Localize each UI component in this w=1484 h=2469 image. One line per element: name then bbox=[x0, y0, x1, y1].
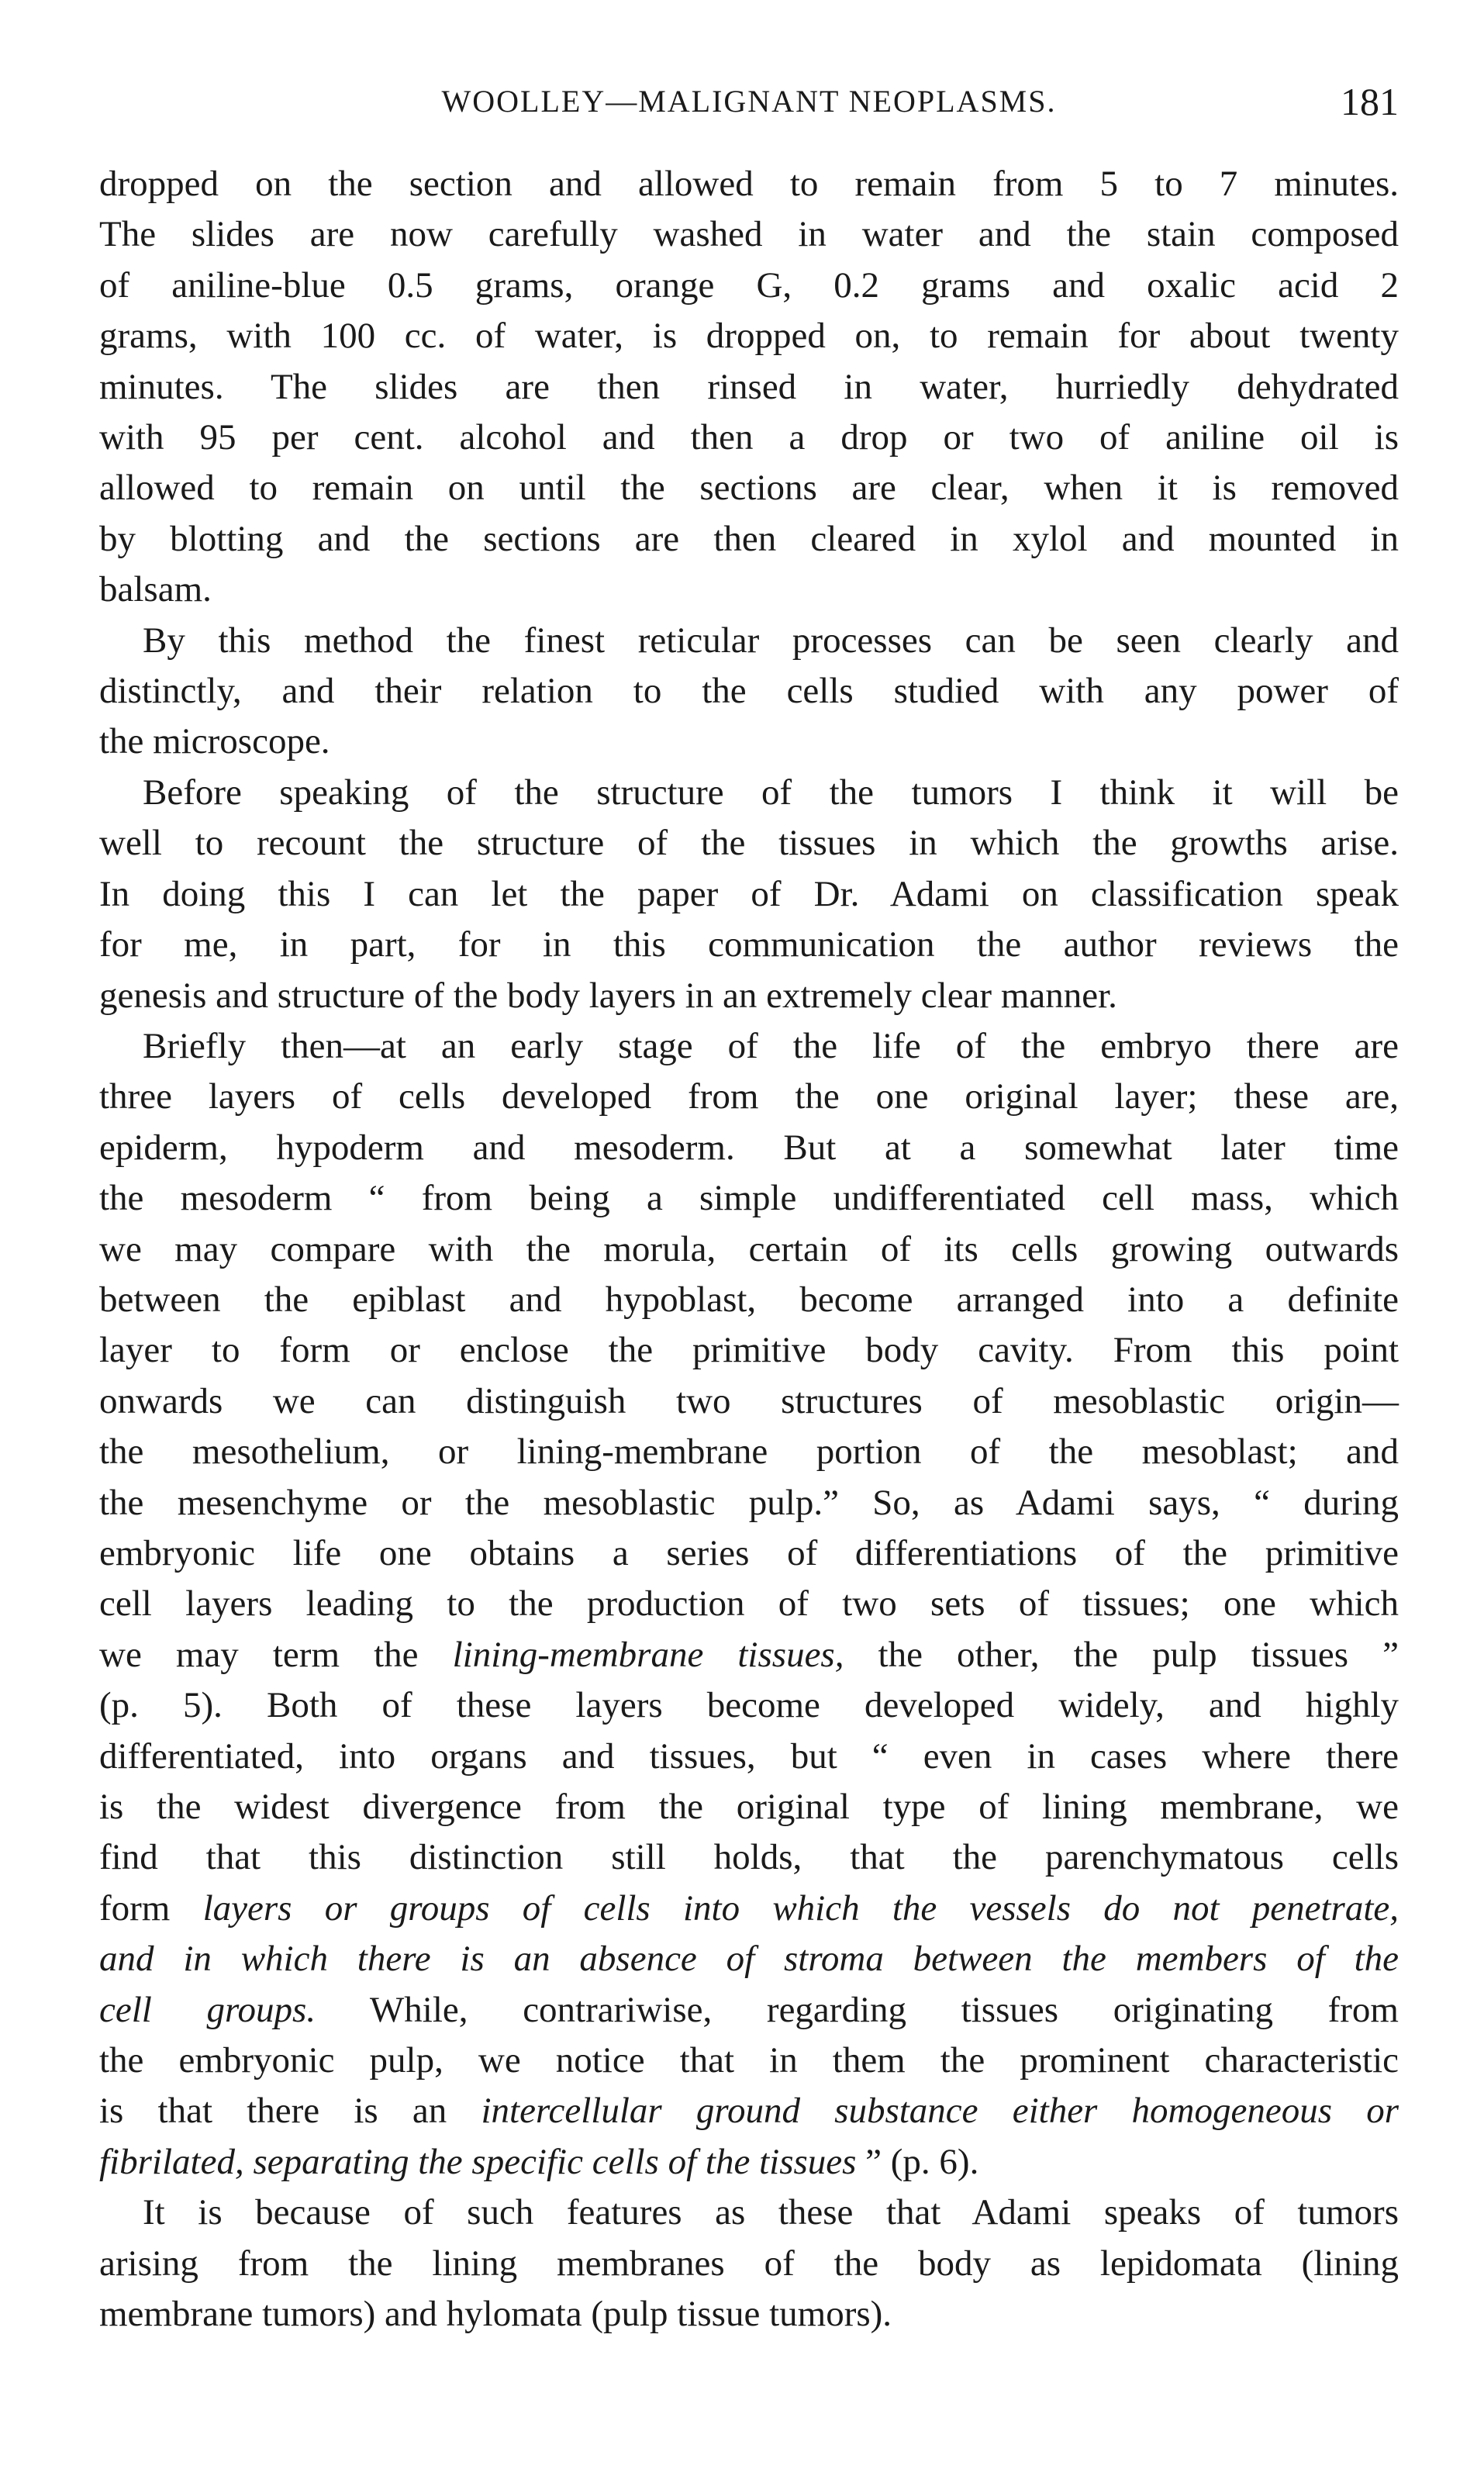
text-line: between the epiblast and hypoblast, become arranged into a definite bbox=[99, 1279, 1399, 1320]
text-line: grams, with 100 cc. of water, is dropped on, to remain for about twenty bbox=[99, 316, 1399, 357]
text-line: by blotting and the sections are then cleared in xylol and mounted in bbox=[99, 518, 1399, 559]
text-line: of aniline-blue 0.5 grams, orange G, 0.2 grams and oxalic acid 2 bbox=[99, 264, 1399, 306]
paragraph bbox=[99, 159, 1399, 616]
text-line: By this method the finest reticular processes can be seen clearly and bbox=[143, 620, 1399, 661]
text-line: the microscope. bbox=[99, 721, 330, 762]
paragraph bbox=[99, 2188, 1399, 2340]
text-line: is that there is an intercellular ground substance either homogeneous or bbox=[99, 2091, 1399, 2132]
text-line: onwards we can distinguish two structures of mesoblastic origin— bbox=[99, 1380, 1399, 1421]
paragraph bbox=[99, 1021, 1399, 2188]
text-line: differentiated, into organs and tissues, but “ even in cases where there bbox=[99, 1735, 1399, 1777]
text-line: form layers or groups of cells into which the vessels do not penetrate, bbox=[99, 1887, 1399, 1929]
text-line: In doing this I can let the paper of Dr. Adami on classification speak bbox=[99, 873, 1399, 914]
text-line: arising from the lining membranes of the body as lepidomata (lining bbox=[99, 2243, 1399, 2284]
text-line: cell layers leading to the production of two sets of tissues; one which bbox=[99, 1583, 1399, 1625]
paragraph bbox=[99, 768, 1399, 1021]
text-line: dropped on the section and allowed to remain from 5 to 7 minutes. bbox=[99, 164, 1399, 204]
text-line: distinctly, and their relation to the cells studied with any power of bbox=[99, 671, 1399, 712]
paragraph bbox=[99, 616, 1399, 768]
text-line: is the widest divergence from the original type of lining membrane, we bbox=[99, 1787, 1399, 1827]
text-line: embryonic life one obtains a series of differentiations of the primitive bbox=[99, 1532, 1399, 1573]
text-line: find that this distinction still holds, that the parenchymatous cells bbox=[99, 1837, 1399, 1878]
text-line: cell groups. While, contrariwise, regarding tissues originating from bbox=[99, 1989, 1399, 2030]
text-line: the mesoderm “ from being a simple undifferentiated cell mass, which bbox=[99, 1178, 1399, 1219]
text-line: the mesothelium, or lining-membrane portion of the mesoblast; and bbox=[99, 1431, 1399, 1473]
page-number: 181 bbox=[1341, 80, 1399, 123]
text-line: genesis and structure of the body layers in an extremely clear manner. bbox=[99, 975, 1117, 1016]
text-line: the mesenchyme or the mesoblastic pulp.” So, as Adami says, “ during bbox=[99, 1482, 1399, 1523]
text-line: we may compare with the morula, certain of its cells growing outwards bbox=[99, 1228, 1399, 1269]
text-line: membrane tumors) and hylomata (pulp tissue tumors). bbox=[99, 2294, 892, 2335]
running-head bbox=[99, 74, 1399, 129]
text-line: with 95 per cent. alcohol and then a drop or two of aniline oil is bbox=[99, 417, 1399, 458]
text-line: epiderm, hypoderm and mesoderm. But at a somewhat later time bbox=[99, 1127, 1399, 1168]
text-line: layer to form or enclose the primitive body cavity. From this point bbox=[99, 1330, 1399, 1371]
text-line: Briefly then—at an early stage of the life of the embryo there are bbox=[143, 1025, 1399, 1066]
text-line: (p. 5). Both of these layers become developed widely, and highly bbox=[99, 1685, 1399, 1726]
text-line: Before speaking of the structure of the tumors I think it will be bbox=[143, 772, 1399, 813]
text-line: for me, in part, for in this communication the author reviews the bbox=[99, 924, 1399, 965]
text-line: we may term the lining-membrane tissues, the other, the pulp tissues ” bbox=[99, 1634, 1399, 1675]
text-line: well to recount the structure of the tissues in which the growths arise. bbox=[99, 823, 1399, 864]
body-text bbox=[99, 159, 1399, 2340]
text-line: and in which there is an absence of stroma between the members of the bbox=[99, 1939, 1399, 1980]
running-head-title: WOOLLEY—MALIGNANT NEOPLASMS. bbox=[441, 84, 1057, 119]
text-line: the embryonic pulp, we notice that in them the prominent characteristic bbox=[99, 2040, 1399, 2081]
text-line: balsam. bbox=[99, 569, 212, 610]
text-line: allowed to remain on until the sections are clear, when it is removed bbox=[99, 468, 1399, 509]
text-line: The slides are now carefully washed in water and the stain composed bbox=[99, 214, 1399, 255]
text-line: three layers of cells developed from the one original layer; these are, bbox=[99, 1076, 1399, 1117]
text-line: fibrilated, separating the specific cells of the tissues ” (p. 6). bbox=[99, 2141, 979, 2182]
text-line: It is because of such features as these that Adami speaks of tumors bbox=[143, 2192, 1399, 2233]
text-line: minutes. The slides are then rinsed in water, hurriedly dehydrated bbox=[99, 366, 1399, 407]
